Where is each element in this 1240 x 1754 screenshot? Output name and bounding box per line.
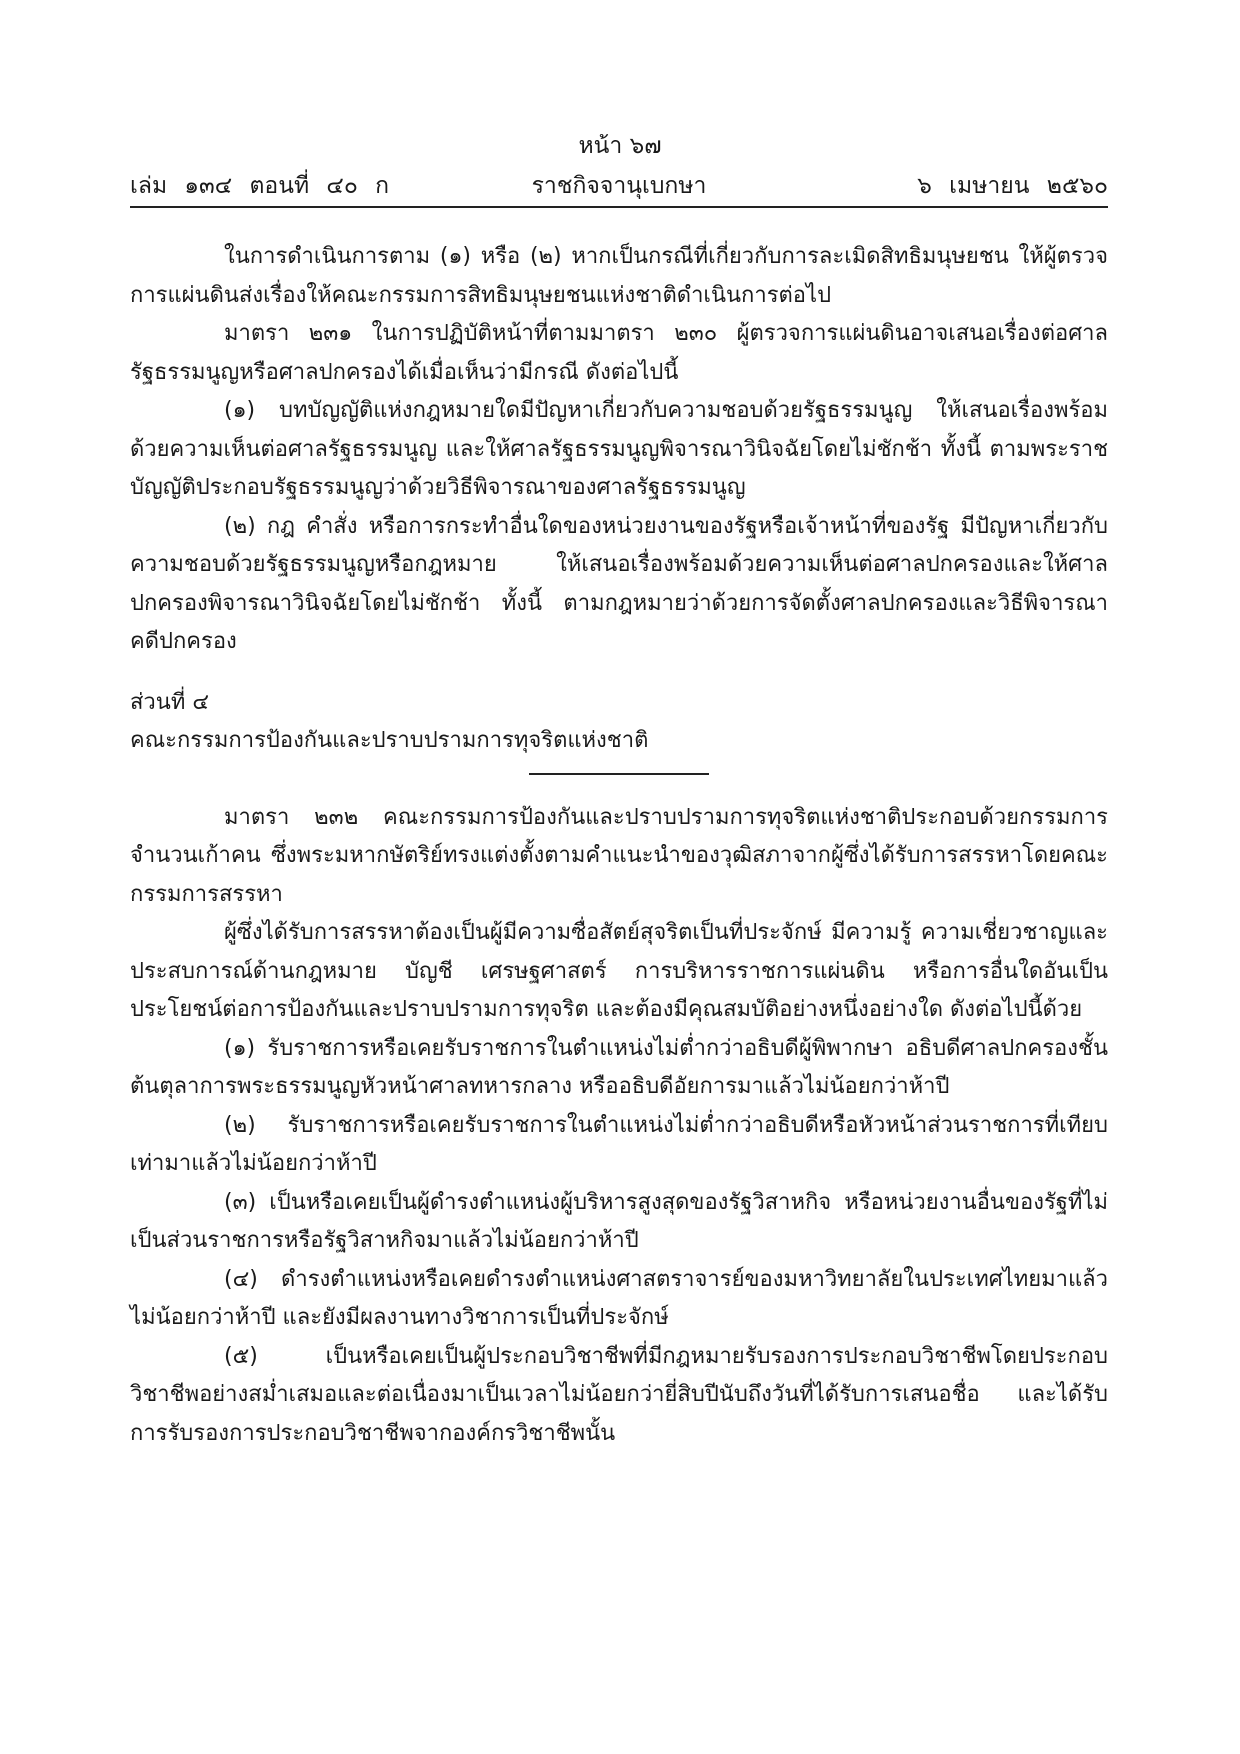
publication-date: ๖ เมษายน ๒๕๖๐: [917, 173, 1108, 199]
qualification-item-3: (๓) เป็นหรือเคยเป็นผู้ดำรงตำแหน่งผู้บริหารสูงสุดของรัฐวิสาหกิจ หรือหน่วยงานอื่นของรัฐที่ไม่เป็นส่วนราชการหรือรัฐวิสาหกิจมาแล้วไม่น้อยกว่าห้าปี: [130, 1189, 1108, 1253]
part-title: คณะกรรมการป้องกันและปราบปรามการทุจริตแห่งชาติ: [130, 728, 649, 753]
section-232-paragraph: มาตรา ๒๓๒ คณะกรรมการป้องกันและปราบปรามการทุจริตแห่งชาติประกอบด้วยกรรมการจำนวนเก้าคน ซึ่งพระมหากษัตริย์ทรงแต่งตั้งตามคำแนะนำของวุฒิสภาจากผู้ซึ่งได้รับการสรรหาโดยคณะกรรมการสรรหา: [130, 804, 1108, 907]
running-header: [130, 168, 1108, 200]
clause-1-paragraph: (๑) บทบัญญัติแห่งกฎหมายใดมีปัญหาเกี่ยวกับความชอบด้วยรัฐธรรมนูญ ให้เสนอเรื่องพร้อมด้วยความเห็นต่อศาลรัฐธรรมนูญ และให้ศาลรัฐธรรมนูญพิจารณาวินิจฉัยโดยไม่ชักช้า ทั้งนี้ ตามพระราชบัญญัติประกอบรัฐธรรมนูญว่าด้วยวิธีพิจารณาของศาลรัฐธรรมนูญ: [130, 398, 1108, 500]
volume-issue: เล่ม ๑๓๔ ตอนที่ ๔๐ ก: [130, 173, 390, 199]
part-number: ส่วนที่ ๔: [130, 689, 209, 715]
publication-name: ราชกิจจานุเบกษา: [531, 173, 707, 199]
section-231-paragraph: มาตรา ๒๓๑ ในการปฏิบัติหน้าที่ตามมาตรา ๒๓๐ ผู้ตรวจการแผ่นดินอาจเสนอเรื่องต่อศาลรัฐธรรมนูญหรือศาลปกครองได้เมื่อเห็นว่ามีกรณี ดังต่อไปนี้: [130, 321, 1108, 385]
qualification-paragraph: ผู้ซึ่งได้รับการสรรหาต้องเป็นผู้มีความซื่อสัตย์สุจริตเป็นที่ประจักษ์ มีความรู้ ความเชี่ยวชาญและประสบการณ์ด้านกฎหมาย บัญชี เศรษฐศาสตร์ การบริหารราชการแผ่นดิน หรือการอื่นใดอันเป็นประโยชน์ต่อการป้องกันและปราบปรามการทุจริต และต้องมีคุณสมบัติอย่างหนึ่งอย่างใด ดังต่อไปนี้ด้วย: [130, 920, 1108, 1022]
page-number: หน้า ๖๗: [578, 133, 662, 159]
clause-2-paragraph: (๒) กฎ คำสั่ง หรือการกระทำอื่นใดของหน่วยงานของรัฐหรือเจ้าหน้าที่ของรัฐ มีปัญหาเกี่ยวกับความชอบด้วยรัฐธรรมนูญหรือกฎหมาย ให้เสนอเรื่องพร้อมด้วยความเห็นต่อศาลปกครองและให้ศาลปกครองพิจารณาวินิจฉัยโดยไม่ชักช้า ทั้งนี้ ตามกฎหมายว่าด้วยการจัดตั้งศาลปกครองและวิธีพิจารณาคดีปกครอง: [130, 513, 1108, 654]
document-body: [130, 238, 1108, 1453]
qualification-item-5: (๕) เป็นหรือเคยเป็นผู้ประกอบวิชาชีพที่มีกฎหมายรับรองการประกอบวิชาชีพโดยประกอบวิชาชีพอย่างสม่ำเสมอและต่อเนื่องมาเป็นเวลาไม่น้อยกว่ายี่สิบปีนับถึงวันที่ได้รับการเสนอชื่อ และได้รับการรับรองการประกอบวิชาชีพจากองค์กรวิชาชีพนั้น: [130, 1343, 1108, 1446]
qualification-item-4: (๔) ดำรงตำแหน่งหรือเคยดำรงตำแหน่งศาสตราจารย์ของมหาวิทยาลัยในประเทศไทยมาแล้วไม่น้อยกว่าห้าปี และยังมีผลงานทางวิชาการเป็นที่ประจักษ์: [130, 1266, 1108, 1330]
header-divider: [130, 206, 1108, 208]
paragraph: ในการดำเนินการตาม (๑) หรือ (๒) หากเป็นกรณีที่เกี่ยวกับการละเมิดสิทธิมนุษยชน ให้ผู้ตรวจการแผ่นดินส่งเรื่องให้คณะกรรมการสิทธิมนุษยชนแห่งชาติดำเนินการต่อไป: [130, 244, 1108, 308]
part-title-underline: [529, 773, 709, 775]
qualification-item-2: (๒) รับราชการหรือเคยรับราชการในตำแหน่งไม่ต่ำกว่าอธิบดีหรือหัวหน้าส่วนราชการที่เทียบเท่ามาแล้วไม่น้อยกว่าห้าปี: [130, 1112, 1108, 1176]
qualification-item-1: (๑) รับราชการหรือเคยรับราชการในตำแหน่งไม่ต่ำกว่าอธิบดีผู้พิพากษา อธิบดีศาลปกครองชั้นต้นตุลาการพระธรรมนูญหัวหน้าศาลทหารกลาง หรืออธิบดีอัยการมาแล้วไม่น้อยกว่าห้าปี: [130, 1035, 1108, 1099]
